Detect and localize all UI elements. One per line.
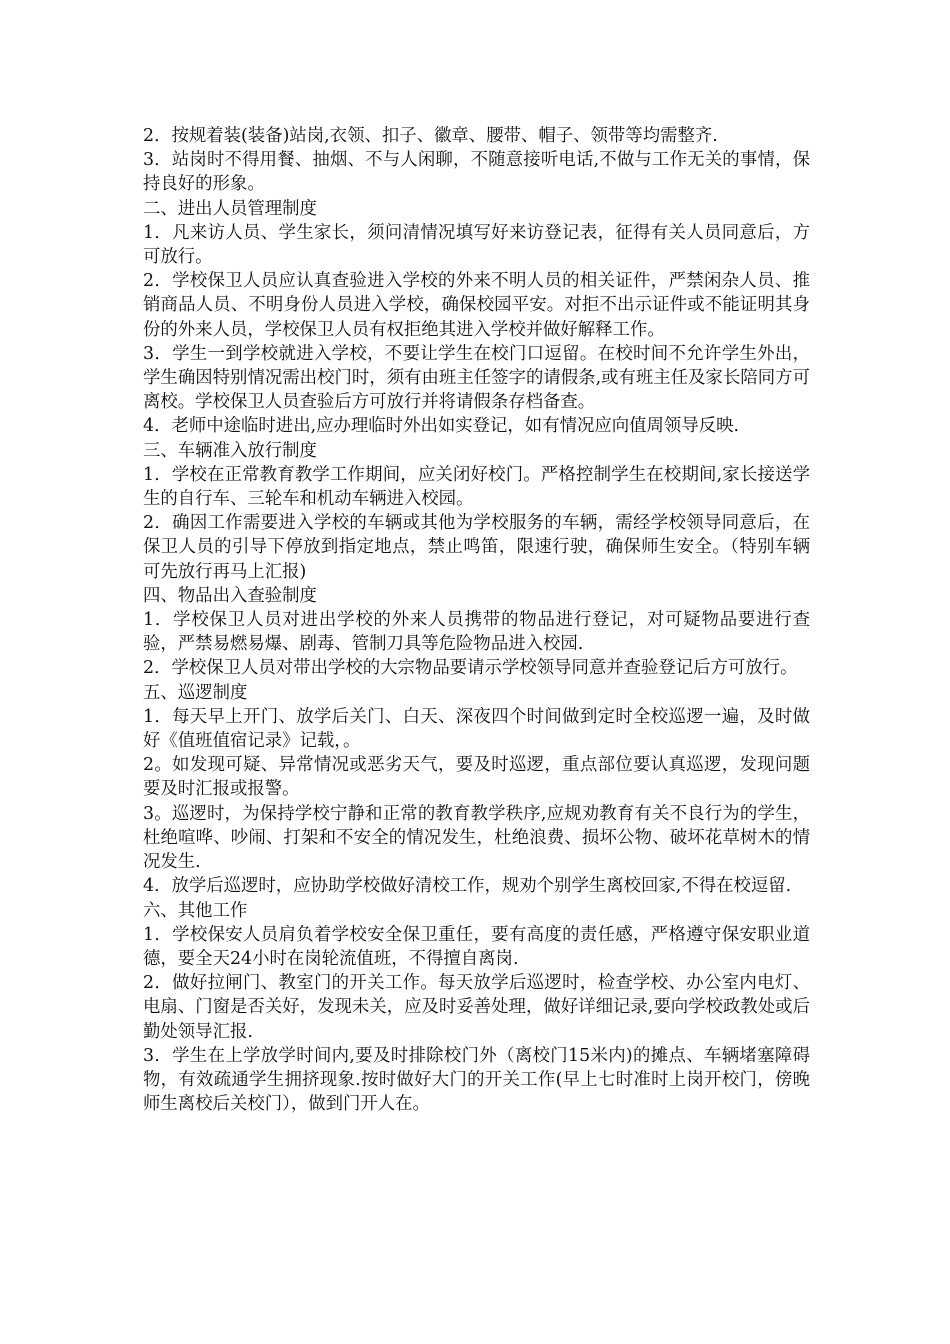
rule-paragraph: 2．学校保卫人员应认真查验进入学校的外来不明人员的相关证件，严禁闲杂人员、推销商品人员、不明身份人员进入学校，确保校园平安。对拒不出示证件或不能证明其身份的外来人员，学校保卫人员有权拒绝其进入学校并做好解释工作。 [143,271,810,340]
rule-paragraph: 3．学生一到学校就进入学校，不要让学生在校门口逗留。在校时间不允许学生外出，学生确因特别情况需出校门时，须有由班主任签字的请假条,或有班主任及家长陪同方可离校。学校保卫人员查验后方可放行并将请假条存档备查。 [143,343,810,413]
rule-paragraph: 2．做好拉闸门、教室门的开关工作。每天放学后巡逻时，检查学校、办公室内电灯、电扇、门窗是否关好，发现未关，应及时妥善处理，做好详细记录,要向学校政教处或后勤处领导汇报. [143,973,810,1042]
rule-paragraph: 4．放学后巡逻时，应协助学校做好清校工作，规劝个别学生离校回家,不得在校逗留. [143,876,792,897]
rule-paragraph: 3．站岗时不得用餐、抽烟、不与人闲聊，不随意接听电话,不做与工作无关的事情，保持良好的形象。 [143,150,810,195]
document-body [143,124,810,1116]
rule-paragraph: 1．每天早上开门、放学后关门、白天、深夜四个时间做到定时全校巡逻一遍，及时做好《值班值宿记录》记载，。 [143,706,810,752]
rule-paragraph: 1．学校保卫人员对进出学校的外来人员携带的物品进行登记，对可疑物品要进行查验，严禁易燃易爆、剧毒、管制刀具等危险物品进入校园. [143,610,810,655]
section-heading: 三、车辆准入放行制度 [143,440,317,461]
rule-paragraph: 1．学校在正常教育教学工作期间，应关闭好校门。严格控制学生在校期间,家长接送学生的自行车、三轮车和机动车辆进入校园。 [143,464,810,510]
rule-paragraph: 2．确因工作需要进入学校的车辆或其他为学校服务的车辆，需经学校领导同意后，在保卫人员的引导下停放到指定地点，禁止鸣笛，限速行驶，确保师生安全。（特别车辆可先放行再马上汇报) [143,513,810,582]
section-heading: 二、进出人员管理制度 [143,198,317,219]
section-heading: 五、巡逻制度 [143,682,248,703]
rule-paragraph: 1．凡来访人员、学生家长，须问清情况填写好来访登记表，征得有关人员同意后，方可放行。 [143,222,810,268]
rule-paragraph: 1．学校保安人员肩负着学校安全保卫重任，要有高度的责任感，严格遵守保安职业道德，要全天24小时在岗轮流值班，不得擅自离岗. [143,924,810,969]
rule-paragraph: 2．学校保卫人员对带出学校的大宗物品要请示学校领导同意并查验登记后方可放行。 [143,658,798,679]
rule-paragraph: 4．老师中途临时进出,应办理临时外出如实登记，如有情况应向值周领导反映. [143,416,740,437]
section-heading: 六、其他工作 [143,900,248,921]
rule-paragraph: 3。巡逻时，为保持学校宁静和正常的教育教学秩序,应规劝教育有关不良行为的学生，杜绝喧哗、吵闹、打架和不安全的情况发生，杜绝浪费、损坏公物、破坏花草树木的情况发生. [143,803,810,873]
rule-paragraph: 2。如发现可疑、异常情况或恶劣天气，要及时巡逻，重点部位要认真巡逻，发现问题要及时汇报或报警。 [143,755,810,800]
rule-paragraph: 3．学生在上学放学时间内,要及时排除校门外（离校门15米内)的摊点、车辆堵塞障碍物，有效疏通学生拥挤现象.按时做好大门的开关工作(早上七时准时上岗开校门，傍晚师生离校后关校门），做到门开人在。 [143,1045,810,1115]
rule-paragraph: 2．按规着装(装备)站岗,衣领、扣子、徽章、腰带、帽子、领带等均需整齐. [143,126,718,146]
section-heading: 四、物品出入查验制度 [143,585,317,606]
